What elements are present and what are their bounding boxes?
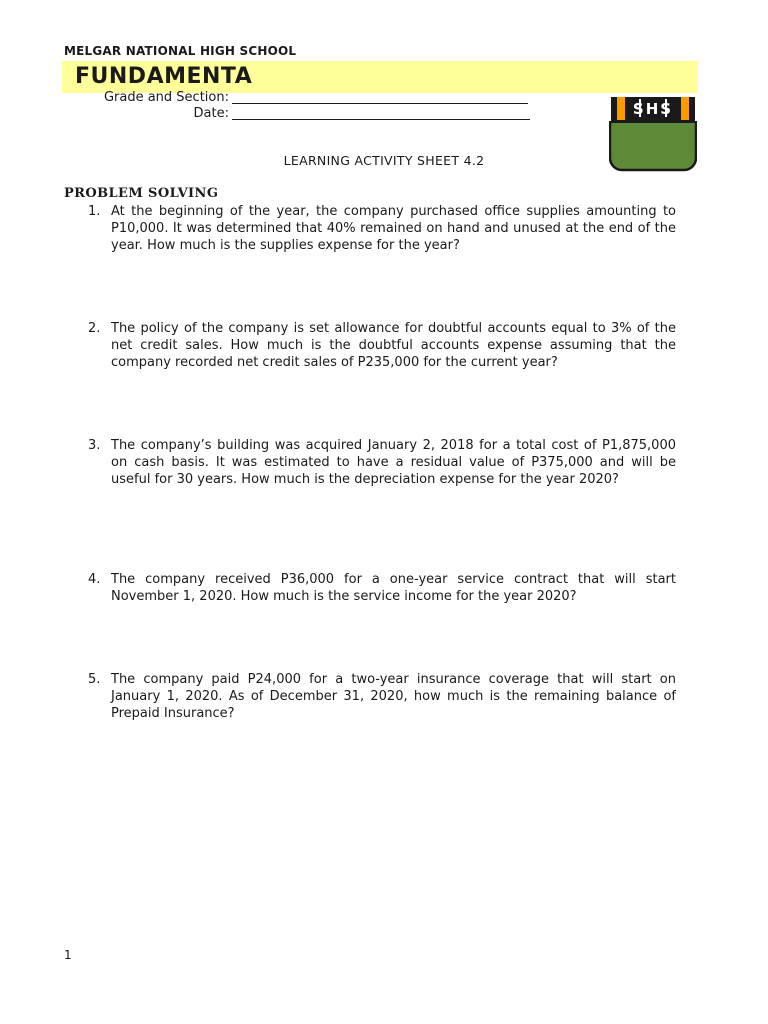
- problem-item: [88, 320, 676, 371]
- section-heading: PROBLEM SOLVING: [64, 186, 219, 201]
- problem-number: 5.: [88, 672, 101, 687]
- grade-section-line: [232, 103, 528, 104]
- problem-number: 3.: [88, 438, 101, 453]
- problem-text: The company’s building was acquired January 2, 2018 for a total cost of P1,875,000 on cash basis. It was estimated to have a residual value of P375,000 and will be useful for 30 years. How much is the depreciation expense for the year 2020?: [111, 438, 676, 487]
- problem-text: The company paid P24,000 for a two-year insurance coverage that will start on January 1, 2020. As of December 31, 2020, how much is the remaining balance of Prepaid Insurance?: [111, 672, 676, 721]
- school-name: MELGAR NATIONAL HIGH SCHOOL: [64, 44, 297, 58]
- subject-title: FUNDAMENTA: [75, 64, 253, 89]
- problem-number: 2.: [88, 321, 101, 336]
- logo-text: SHS: [632, 100, 674, 118]
- page-number: 1: [64, 948, 72, 962]
- sheet-title: LEARNING ACTIVITY SHEET 4.2: [283, 153, 485, 168]
- problem-number: 4.: [88, 572, 101, 587]
- date-label: Date:: [193, 106, 229, 121]
- problem-item: [88, 437, 676, 488]
- problem-number: 1.: [88, 204, 101, 219]
- problem-text: At the beginning of the year, the company purchased office supplies amounting to P10,000. It was determined that 40% remained on hand and unused at the end of the year. How much is the supplies expense for the year?: [111, 204, 676, 253]
- problem-item: [88, 571, 676, 605]
- problem-item: [88, 671, 676, 722]
- date-line: [232, 119, 530, 120]
- problem-text: The policy of the company is set allowance for doubtful accounts equal to 3% of the net credit sales. How much is the doubtful accounts expense assuming that the company recorded net credit sales of P235,000 for the current year?: [111, 321, 676, 370]
- grade-section-label: Grade and Section:: [103, 90, 229, 105]
- problem-item: [88, 203, 676, 254]
- problem-text: The company received P36,000 for a one-year service contract that will start November 1, 2020. How much is the service income for the year 2020?: [111, 572, 676, 604]
